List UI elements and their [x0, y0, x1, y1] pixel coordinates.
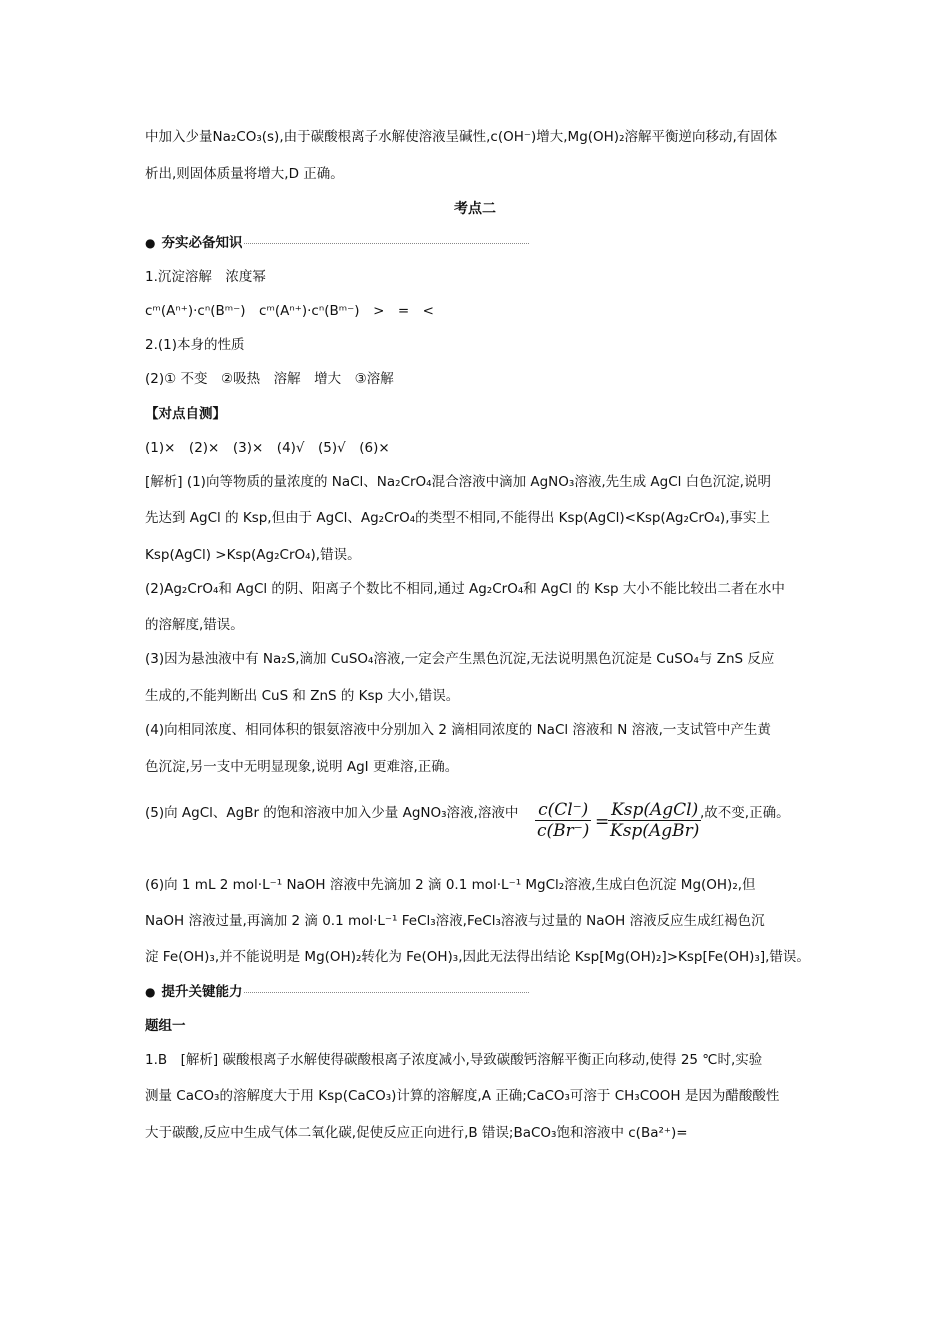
fraction-ksp	[608, 800, 701, 841]
text-line: 1.沉淀溶解 浓度幂	[145, 269, 266, 285]
fraction-numerator: c(Cl⁻)	[535, 800, 591, 821]
self-test-header: 【对点自测】	[145, 406, 226, 422]
text-line: 淀 Fe(OH)₃,并不能说明是 Mg(OH)₂转化为 Fe(OH)₃,因此无法得出结论 Ksp[Mg(OH)₂]>Ksp[Fe(OH)₃],错误。	[145, 949, 810, 965]
fraction-denominator: Ksp(AgBr)	[610, 821, 700, 841]
fraction-concentration	[535, 800, 591, 841]
section-heading: 考点二	[454, 201, 496, 217]
text-line: 的溶解度,错误。	[145, 617, 244, 633]
text-line: [解析] (1)向等物质的量浓度的 NaCl、Na₂CrO₄混合溶液中滴加 AgNO₃溶液,先生成 AgCl 白色沉淀,说明	[145, 474, 771, 490]
text-line: (3)因为悬浊液中有 Na₂S,滴加 CuSO₄溶液,一定会产生黑色沉淀,无法说明黑色沉淀是 CuSO₄与 ZnS 反应	[145, 651, 775, 667]
subsection-title: 提升关键能力	[161, 984, 243, 1000]
fraction-numerator: Ksp(AgCl)	[608, 800, 701, 821]
text-line-formula-after: ,故不变,正确。	[700, 805, 790, 821]
text-line: 生成的,不能判断出 CuS 和 ZnS 的 Ksp 大小,错误。	[145, 688, 460, 704]
text-line: 先达到 AgCl 的 Ksp,但由于 AgCl、Ag₂CrO₄的类型不相同,不能得出 Ksp(AgCl)<Ksp(Ag₂CrO₄),事实上	[145, 510, 770, 526]
group-title: 题组一	[145, 1018, 186, 1034]
bullet-icon: ●	[145, 985, 156, 999]
text-line: Ksp(AgCl) >Ksp(Ag₂CrO₄),错误。	[145, 547, 361, 563]
text-line: 色沉淀,另一支中无明显现象,说明 AgI 更难溶,正确。	[145, 759, 459, 775]
text-line: NaOH 溶液过量,再滴加 2 滴 0.1 mol·L⁻¹ FeCl₃溶液,FeCl₃溶液与过量的 NaOH 溶液反应生成红褐色沉	[145, 913, 765, 929]
text-line: (1)× (2)× (3)× (4)√ (5)√ (6)×	[145, 440, 390, 456]
text-line: 大于碳酸,反应中生成气体二氧化碳,促使反应正向进行,B 错误;BaCO₃饱和溶液中 c(Ba²⁺)=	[145, 1125, 688, 1141]
text-line: (6)向 1 mL 2 mol·L⁻¹ NaOH 溶液中先滴加 2 滴 0.1 mol·L⁻¹ MgCl₂溶液,生成白色沉淀 Mg(OH)₂,但	[145, 877, 756, 893]
fraction-denominator: c(Br⁻)	[537, 821, 590, 841]
text-line: (2)① 不变 ②吸热 溶解 增大 ③溶解	[145, 371, 394, 387]
text-line: 析出,则固体质量将增大,D 正确。	[145, 166, 344, 182]
dotted-rule	[244, 992, 529, 993]
text-line: (4)向相同浓度、相同体积的银氨溶液中分别加入 2 滴相同浓度的 NaCl 溶液和 N 溶液,一支试管中产生黄	[145, 722, 771, 738]
bullet-icon: ●	[145, 236, 156, 250]
text-line: 中加入少量Na₂CO₃(s),由于碳酸根离子水解使溶液呈碱性,c(OH⁻)增大,Mg(OH)₂溶解平衡逆向移动,有固体	[145, 129, 778, 145]
text-line: cᵐ(Aⁿ⁺)·cⁿ(Bᵐ⁻) cᵐ(Aⁿ⁺)·cⁿ(Bᵐ⁻) > = <	[145, 303, 434, 319]
text-line: 2.(1)本身的性质	[145, 337, 245, 353]
subsection-title: 夯实必备知识	[161, 235, 243, 251]
equals-sign: =	[595, 812, 610, 832]
subsection-header-2	[145, 983, 529, 1001]
subsection-header-1	[145, 234, 529, 252]
text-line: 1.B [解析] 碳酸根离子水解使得碳酸根离子浓度减小,导致碳酸钙溶解平衡正向移动,使得 25 ℃时,实验	[145, 1052, 763, 1068]
dotted-rule	[244, 243, 529, 244]
text-line: (2)Ag₂CrO₄和 AgCl 的阴、阳离子个数比不相同,通过 Ag₂CrO₄和 AgCl 的 Ksp 大小不能比较出二者在水中	[145, 581, 785, 597]
text-line-formula-before: (5)向 AgCl、AgBr 的饱和溶液中加入少量 AgNO₃溶液,溶液中	[145, 805, 519, 821]
text-line: 测量 CaCO₃的溶解度大于用 Ksp(CaCO₃)计算的溶解度,A 正确;CaCO₃可溶于 CH₃COOH 是因为醋酸酸性	[145, 1088, 780, 1104]
